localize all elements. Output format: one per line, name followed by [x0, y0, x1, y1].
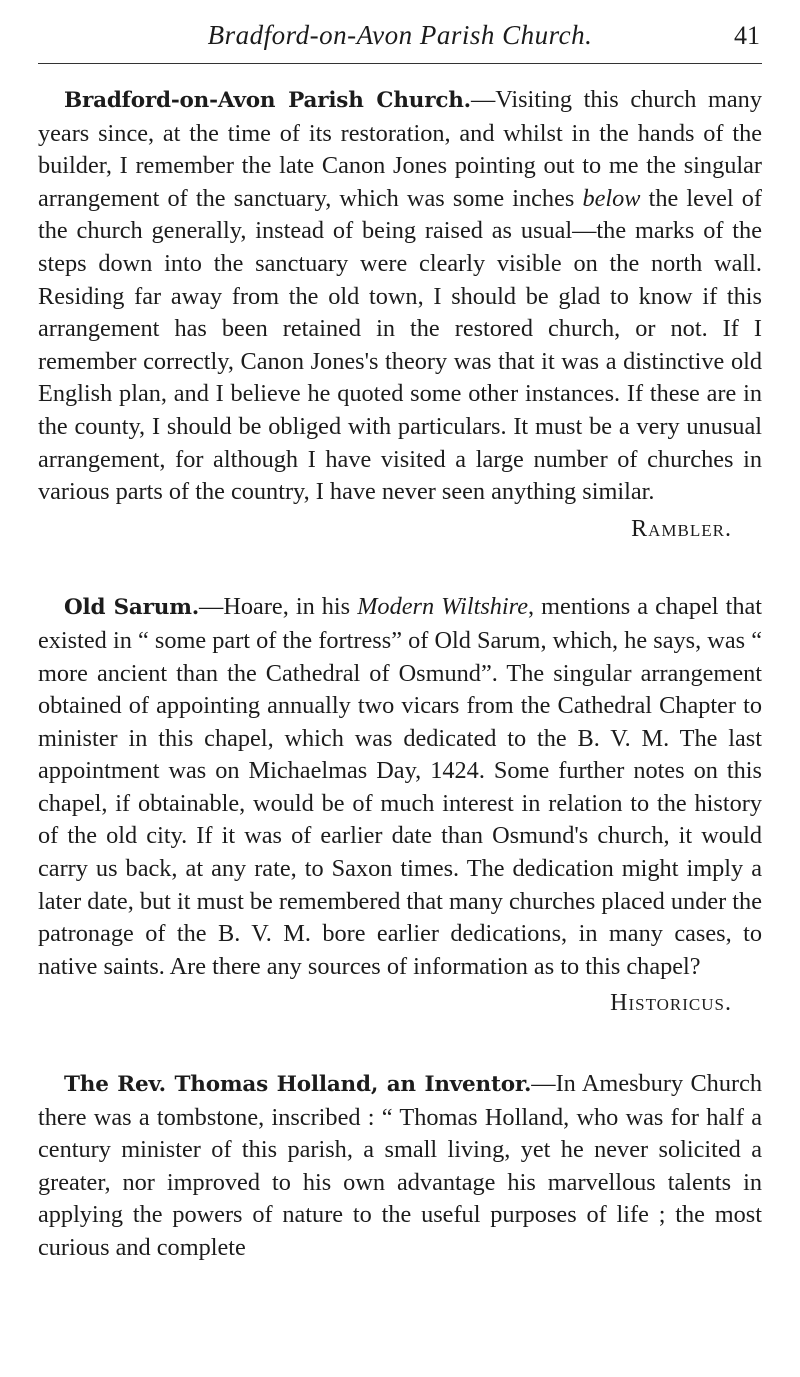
entry-emphasis: Modern Wiltshire [357, 593, 529, 621]
entry-heading: The Rev. Thomas Holland, an Inventor. [64, 1072, 532, 1098]
page-body [38, 84, 762, 1265]
entry-body-end: , mentions a chapel that existed in “ some part of the fortress” of Old Sarum, which, he says, was “ more ancient than the Cathedral of Osmund”. The singular arrangement obtained of appointing annually two vicars from the Cathedral Chapter to minister in this chapel, which was dedicated to the B. V. M. The last appointment was on Michaelmas Day, 1424. Some further notes on this chapel, if obtainable, would be of much interest in relation to the history of the old city. If it was of earlier date than Osmund's church, it would carry us back, at any rate, to Saxon times. The dedication might imply a later date, but it must be remembered that many churches placed under the patronage of the B. V. M. bore earlier dedications, in many cases, to native saints. Are there any sources of information as to this chapel? [38, 593, 762, 980]
entry-heading: Old Sarum. [64, 595, 200, 621]
page-header [38, 14, 762, 58]
spacer [38, 545, 762, 591]
entry-text [38, 1068, 762, 1265]
header-rule [38, 63, 762, 64]
running-title: Bradford-on-Avon Parish Church. [207, 20, 593, 50]
entry-emphasis: below [582, 184, 641, 212]
page-number: 41 [734, 21, 760, 50]
entry-signature: Rambler. [631, 515, 732, 542]
entry-thomas-holland [38, 1068, 762, 1265]
entry-bradford [38, 84, 762, 545]
entry-body-start: —In Amesbury Church there was a tombstone, inscribed : “ Thomas Holland, who was for half a century minister of this parish, a small living, yet he never solicited a greater, nor improved to his own advantage his marvellous talents in applying the powers of nature to the useful purposes of life ; the most curious and complete [38, 1070, 763, 1261]
entry-body-end: the level of the church generally, instead of being raised as usual—the marks of the steps down into the sanctuary were clearly visible on the north wall. Residing far away from the old town, I should be glad to know if this arrangement has been retained in the restored church, or not. If I remember correctly, Canon Jones's theory was that it was a distinctive old English plan, and I believe he quoted some other instances. If these are in the county, I should be obliged with particulars. It must be a very unusual arrangement, for although I have visited a large number of churches in various parts of the country, I have never seen anything similar. [38, 184, 762, 506]
entry-body-start: —Hoare, in his [199, 593, 358, 621]
entry-signature: Historicus. [610, 990, 732, 1017]
entry-text [38, 84, 762, 509]
entry-body-start: —Visiting this church many years since, at the time of its restoration, and whilst in the hands of the builder, I remember the late Canon Jones pointing out to me the singular arrangement of the sanctuary, which was some inches [38, 86, 762, 212]
entry-old-sarum [38, 591, 762, 1020]
entry-heading: Bradford-on-Avon Parish Church. [64, 88, 471, 113]
entry-text [38, 591, 762, 983]
spacer [38, 1020, 762, 1068]
